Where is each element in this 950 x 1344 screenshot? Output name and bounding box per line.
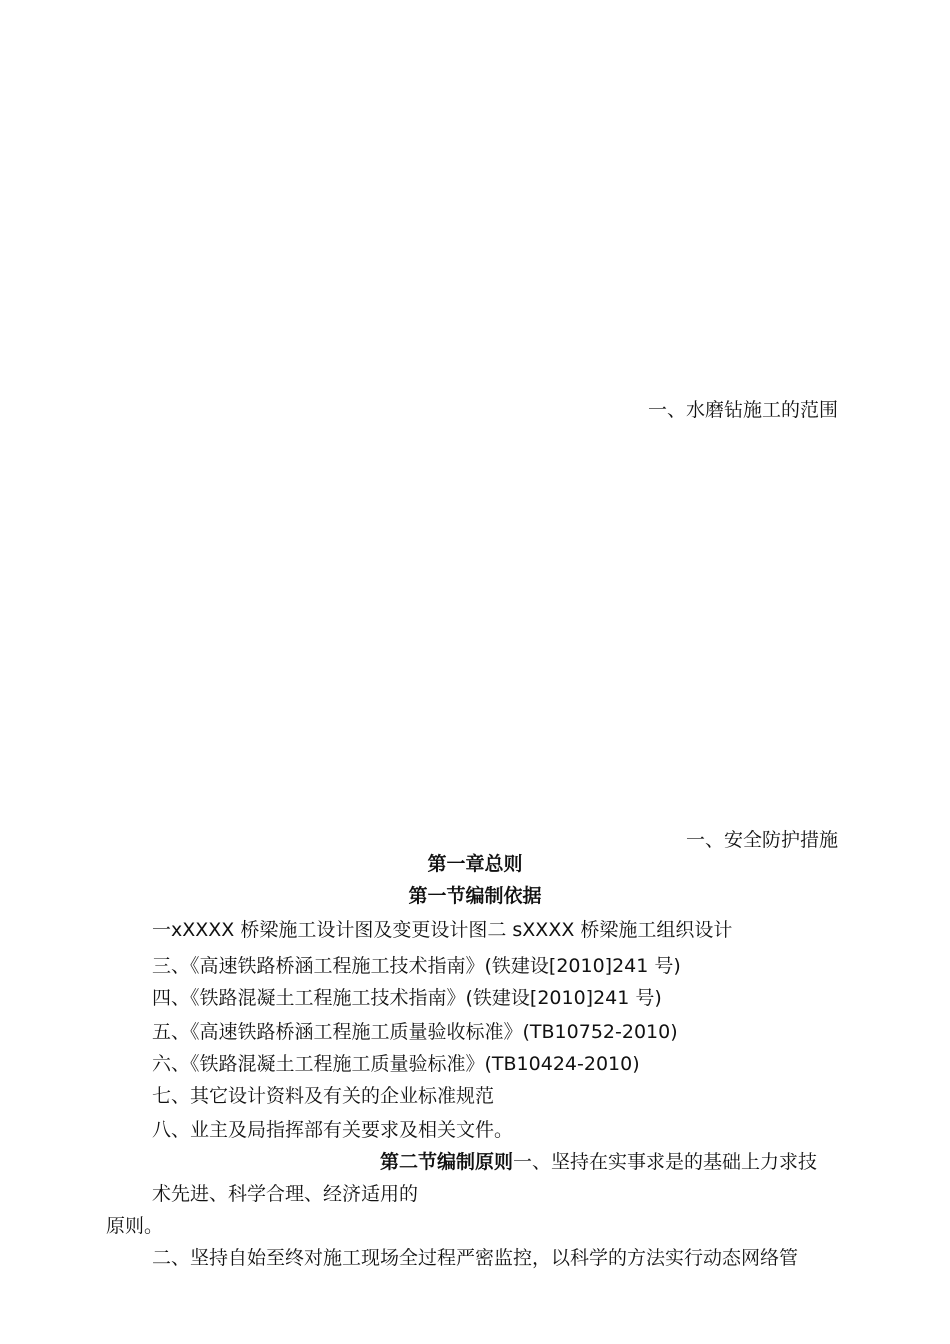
section2-line <box>380 1150 817 1174</box>
basis-item-3: 三、《高速铁路桥涵工程施工技术指南》(铁建设[2010]241 号) <box>152 955 681 977</box>
principle-1-text: 一、坚持在实事求是的基础上力求技 <box>513 1151 818 1173</box>
basis-item-5: 五、《高速铁路桥涵工程施工质量验收标准》(TB10752-2010) <box>152 1021 678 1043</box>
basis-item-7: 七、其它设计资料及有关的企业标准规范 <box>152 1085 495 1107</box>
section-title-principles: 第二节编制原则 <box>380 1151 514 1173</box>
basis-item-4: 四、《铁路混凝土工程施工技术指南》(铁建设[2010]241 号) <box>152 987 662 1009</box>
principle-1-end: 原则。 <box>106 1215 164 1237</box>
toc-item-scope: 一、水磨钻施工的范围 <box>647 399 838 421</box>
basis-item-1: 一xXXXX 桥梁施工设计图及变更设计图二 sXXXX 桥梁施工组织设计 <box>152 919 733 941</box>
basis-item-8: 八、业主及局指挥部有关要求及相关文件。 <box>152 1119 514 1141</box>
chapter-title: 第一章总则 <box>427 853 523 875</box>
toc-item-safety: 一、安全防护措施 <box>685 829 838 851</box>
principle-2-text: 二、坚持自始至终对施工现场全过程严密监控，以科学的方法实行动态网络管 <box>152 1247 799 1269</box>
principle-1-continuation: 术先进、科学合理、经济适用的 <box>152 1183 419 1205</box>
basis-item-6: 六、《铁路混凝土工程施工质量验标准》(TB10424-2010) <box>152 1053 640 1075</box>
section-title-basis: 第一节编制依据 <box>408 885 542 907</box>
